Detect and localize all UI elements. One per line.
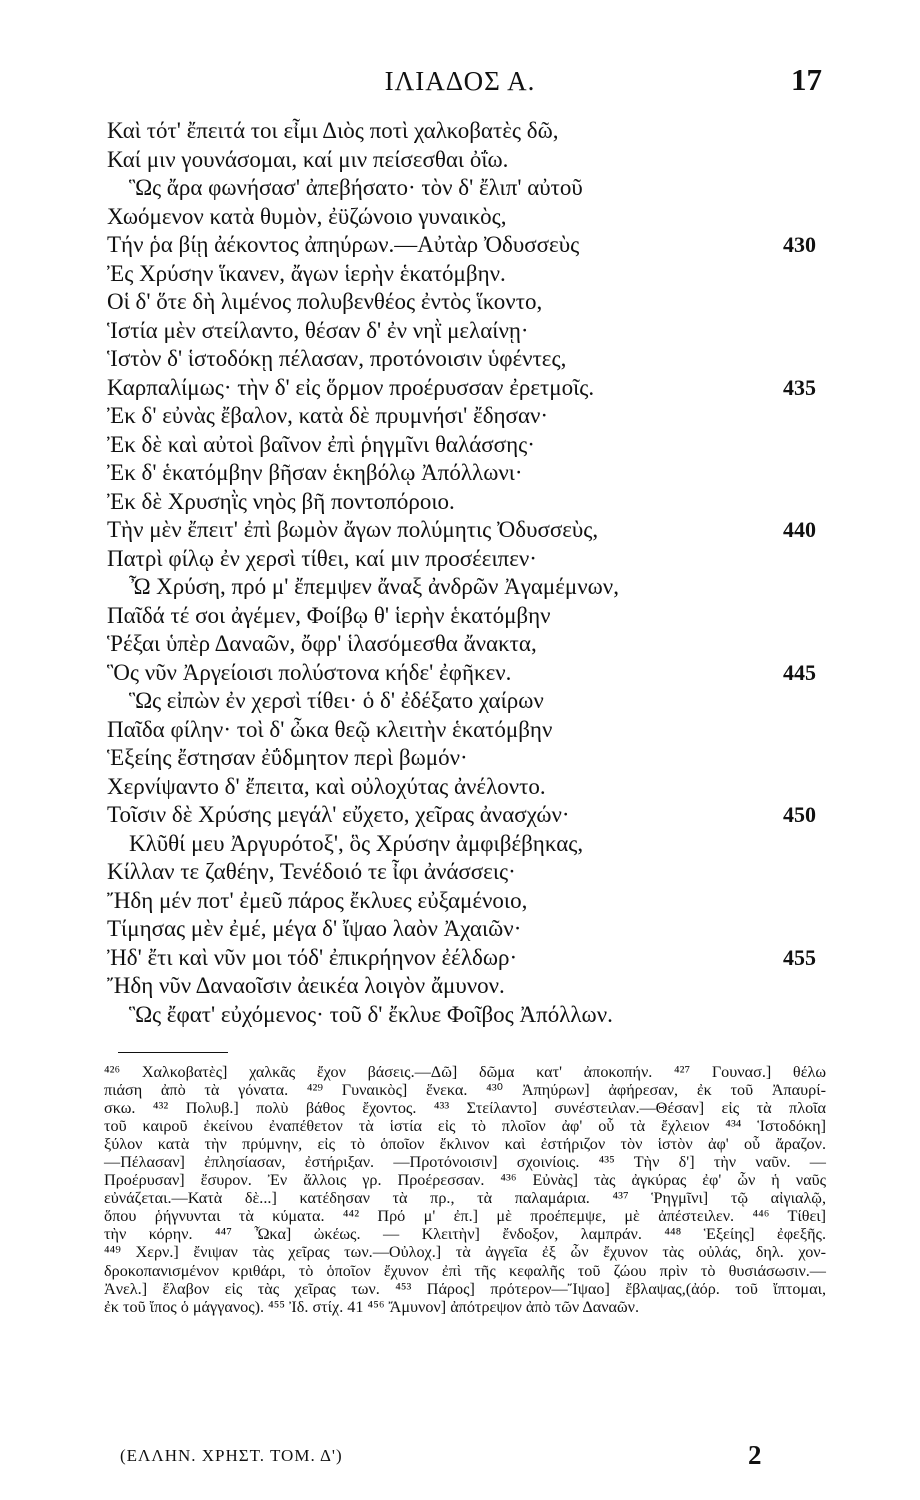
- footnote-line: ⁴⁴⁹ Χερν.] ἔνιψαν τὰς χεῖρας των.—Οὐλοχ.] τὰ ἀγγεῖα ἐξ ὧν ἔχυνον τὰς οὐλάς, δηλ. χον-: [104, 1243, 826, 1262]
- verse-line: [107, 830, 827, 859]
- verse-line: [107, 887, 827, 916]
- verse-line: [107, 231, 827, 260]
- verse-text: Παῖδά τέ σοι ἀγέμεν, Φοίβῳ θ' ἱερὴν ἑκατόμβην: [107, 602, 551, 628]
- verse-text: Οἱ δ' ὅτε δὴ λιμένος πολυβενθέος ἐντὸς ἵκοντο,: [107, 289, 543, 315]
- verse-text: Κλῦθί μευ Ἀργυρότοξ', ὃς Χρύσην ἀμφιβέβηκας,: [129, 830, 584, 856]
- line-number: 435: [783, 374, 816, 400]
- verse-line: [107, 317, 827, 346]
- verse-line: [107, 972, 827, 1001]
- gathering-number: 2: [748, 1440, 762, 1470]
- line-number: 450: [783, 802, 816, 828]
- verse-line: [107, 431, 827, 460]
- verse-text: Ὃς νῦν Ἀργείοισι πολύστονα κήδε' ἐφῆκεν.: [107, 659, 512, 685]
- verse-text: Ἐκ δ' ἑκατόμβην βῆσαν ἑκηβόλῳ Ἀπόλλωνι·: [107, 460, 523, 486]
- footnote-line: εὐνάζεται.—Κατὰ δὲ...] κατέδησαν τὰ πρ., τὰ παλαμάρια. ⁴³⁷ Ῥηγμῖνι] τῷ αἰγιαλῷ,: [104, 1189, 826, 1208]
- verse-text: Ἱστὸν δ' ἱστοδόκῃ πέλασαν, προτόνοισιν ὑφέντες,: [107, 346, 567, 372]
- verse-text: Ἤδη μέν ποτ' ἐμεῦ πάρος ἔκλυες εὐξαμένοιο,: [107, 887, 528, 913]
- verse-text: Τοῖσιν δὲ Χρύσης μεγάλ' εὔχετο, χεῖρας ἀνασχών·: [107, 802, 570, 828]
- running-title: ΙΛΙΑΔΟΣ Α.: [384, 66, 536, 96]
- footnote-line: ξύλον κατὰ τὴν πρύμνην, εἰς τὸ ὁποῖον ἔκλινον καὶ ἐστήριζον τὸν ἱστὸν ἀφ' οὗ ἄραζον.: [104, 1135, 826, 1154]
- verse-text: Ἤδη νῦν Δαναοῖσιν ἀεικέα λοιγὸν ἄμυνον.: [107, 973, 505, 999]
- footnote-line: τοῦ καιροῦ ἐκείνου ἐναπέθετον τὰ ἱστία εἰς τὸ πλοῖον ἀφ' οὗ τὰ ἔχλειον ⁴³⁴ Ἱστοδόκη]: [104, 1117, 826, 1136]
- verse-text: Τὴν μὲν ἔπειτ' ἐπὶ βωμὸν ἄγων πολύμητις Ὀδυσσεὺς,: [107, 517, 599, 543]
- footnotes: [104, 1063, 826, 1316]
- verse-line: [107, 260, 827, 289]
- footnote-line: Ἀνελ.] ἔλαβον εἰς τὰς χεῖρας των. ⁴⁵³ Πάρος] πρότερον—Ἴψαο] ἔβλαψας,(ἀόρ. τοῦ ἴπτομαι,: [104, 1279, 826, 1298]
- verse-line: [107, 288, 827, 317]
- verse-line: [107, 744, 827, 773]
- signature-mark-text: (ΕΛΛΗΝ. ΧΡΗΣΤ. ΤΟΜ. Δ'): [120, 1446, 343, 1465]
- verse-line: [107, 203, 827, 232]
- verse-line: [107, 687, 827, 716]
- verse-line: [107, 630, 827, 659]
- verse-line: [107, 117, 827, 146]
- verse-line: [107, 716, 827, 745]
- line-number: 455: [783, 944, 816, 970]
- verse-text: Ῥέξαι ὑπὲρ Δαναῶν, ὄφρ' ἱλασόμεσθα ἄνακτα,: [107, 631, 537, 657]
- verse-line: [107, 516, 827, 545]
- verse-text: Ὣς ἄρα φωνήσασ' ἀπεβήσατο· τὸν δ' ἔλιπ' αὐτοῦ: [129, 175, 583, 201]
- verse-line: [107, 545, 827, 574]
- footnote-line: —Πέλασαν] ἐπλησίασαν, ἐστήριξαν. —Προτόνοισιν] σχοινίοις. ⁴³⁵ Τὴν δ'] τὴν ναῦν. —: [104, 1153, 826, 1172]
- verse-line: [107, 801, 827, 830]
- running-head: [0, 62, 920, 98]
- verse-line: [107, 773, 827, 802]
- verse-text: Ὣς εἰπὼν ἐν χερσὶ τίθει· ὁ δ' ἐδέξατο χαίρων: [129, 688, 544, 714]
- verse-line: [107, 602, 827, 631]
- verse-line: [107, 858, 827, 887]
- page-footer: [0, 1440, 920, 1480]
- verse-text: Παῖδα φίλην· τοὶ δ' ὦκα θεῷ κλειτὴν ἑκατόμβην: [107, 716, 553, 742]
- verse-line: [107, 944, 827, 973]
- verse-text: Ἐκ δὲ Χρυσηῒς νηὸς βῆ ποντοπόροιο.: [107, 488, 455, 514]
- footnote-line: ⁴²⁶ Χαλκοβατὲς] χαλκᾶς ἔχον βάσεις.—Δῶ] δῶμα κατ' ἀποκοπήν. ⁴²⁷ Γουνασ.] θέλω: [104, 1063, 826, 1081]
- verse-line: [107, 573, 827, 602]
- verse-text: Καὶ τότ' ἔπειτά τοι εἶμι Διὸς ποτὶ χαλκοβατὲς δῶ,: [107, 118, 559, 143]
- verse-block: [107, 117, 827, 1030]
- footnote-line: ἐκ τοῦ ἴπος ὁ μάγγανος). ⁴⁵⁵ Ἰδ. στίχ. 41 ⁴⁵⁶ Ἄμυνον] ἀπότρεψον ἀπὸ τῶν Δαναῶν.: [104, 1297, 640, 1316]
- verse-line: [107, 402, 827, 431]
- verse-text: Ἱστία μὲν στείλαντο, θέσαν δ' ἐν νηῒ μελαίνῃ·: [107, 317, 529, 343]
- footnote-line: δροκοπανισμένον κριθάρι, τὸ ὁποῖον ἔχυνον ἐπὶ τῆς κεφαλῆς τοῦ ζώου πρὶν τὸ θυσιάσωσιν.—: [104, 1261, 826, 1280]
- line-number: 430: [783, 232, 816, 258]
- verse-text: Καρπαλίμως· τὴν δ' εἰς ὅρμον προέρυσσαν ἐρετμοῖς.: [107, 374, 595, 400]
- footnote-line: τὴν κόρην. ⁴⁴⁷ Ὦκα] ὠκέως. — Κλειτὴν] ἔνδοξον, λαμπράν. ⁴⁴⁸ Ἑξείης] ἐφεξῆς.: [104, 1225, 826, 1244]
- verse-text: Ἐκ δὲ καὶ αὐτοὶ βαῖνον ἐπὶ ῥηγμῖνι θαλάσσης·: [107, 431, 535, 457]
- verse-text: Χερνίψαντο δ' ἔπειτα, καὶ οὐλοχύτας ἀνέλοντο.: [107, 773, 546, 799]
- verse-text: Καί μιν γουνάσομαι, καί μιν πείσεσθαι ὀΐω.: [107, 146, 509, 172]
- verse-text: Κίλλαν τε ζαθέην, Τενέδοιό τε ἶφι ἀνάσσεις·: [107, 859, 516, 885]
- footnote-divider: [118, 1052, 228, 1053]
- footnote-line: σκω. ⁴³² Πολυβ.] πολὺ βάθος ἔχοντος. ⁴³³ Στείλαντο] συνέστειλαν.—Θέσαν] εἰς τὰ πλοῖα: [104, 1099, 826, 1118]
- verse-text: Ἐκ δ' εὐνὰς ἔβαλον, κατὰ δὲ πρυμνήσι' ἔδησαν·: [107, 403, 549, 429]
- verse-line: [107, 146, 827, 175]
- verse-line: [107, 1001, 827, 1030]
- verse-line: [107, 345, 827, 374]
- verse-text: Τήν ῥα βίῃ ἀέκοντος ἀπηύρων.—Αὐτὰρ Ὀδυσσεὺς: [107, 232, 580, 258]
- footnote-line: ὅπου ῥήγνυνται τὰ κύματα. ⁴⁴² Πρό μ' ἐπ.] μὲ προέπεμψε, μὲ ἀπέστειλεν. ⁴⁴⁶ Τίθει]: [104, 1207, 826, 1226]
- verse-line: [107, 488, 827, 517]
- verse-line: [107, 659, 827, 688]
- footnote-line: πιάση ἀπὸ τὰ γόνατα. ⁴²⁹ Γυναικὸς] ἕνεκα. ⁴³⁰ Ἀπηύρων] ἀφήρεσαν, ἐκ τοῦ Ἀπαυρί-: [104, 1081, 826, 1100]
- verse-text: Ὣς ἔφατ' εὐχόμενος· τοῦ δ' ἔκλυε Φοῖβος Ἀπόλλων.: [129, 1001, 613, 1027]
- footnote-line: Προέρυσαν] ἔσυρον. Ἐν ἄλλοις γρ. Προέρεσσαν. ⁴³⁶ Εὐνὰς] τὰς ἀγκύρας ἐφ' ὧν ἡ ναῦς: [104, 1171, 826, 1190]
- verse-text: Ἐς Χρύσην ἵκανεν, ἄγων ἱερὴν ἑκατόμβην.: [107, 260, 506, 286]
- verse-text: Ἠδ' ἔτι καὶ νῦν μοι τόδ' ἐπικρήηνον ἐέλδωρ·: [107, 944, 518, 970]
- verse-line: [107, 915, 827, 944]
- verse-line: [107, 374, 827, 403]
- verse-text: Πατρὶ φίλῳ ἐν χερσὶ τίθει, καί μιν προσέειπεν·: [107, 545, 537, 571]
- page-number: 17: [791, 62, 822, 97]
- verse-line: [107, 174, 827, 203]
- verse-text: Ἑξείης ἔστησαν ἐΰδμητον περὶ βωμόν·: [107, 745, 468, 771]
- verse-text: Τίμησας μὲν ἐμέ, μέγα δ' ἴψαο λαὸν Ἀχαιῶν·: [107, 916, 522, 942]
- verse-line: [107, 459, 827, 488]
- line-number: 445: [783, 659, 816, 685]
- verse-text: Χωόμενον κατὰ θυμὸν, ἐϋζώνοιο γυναικὸς,: [107, 203, 507, 229]
- verse-text: Ὦ Χρύση, πρό μ' ἔπεμψεν ἄναξ ἀνδρῶν Ἀγαμέμνων,: [129, 574, 619, 600]
- line-number: 440: [783, 517, 816, 543]
